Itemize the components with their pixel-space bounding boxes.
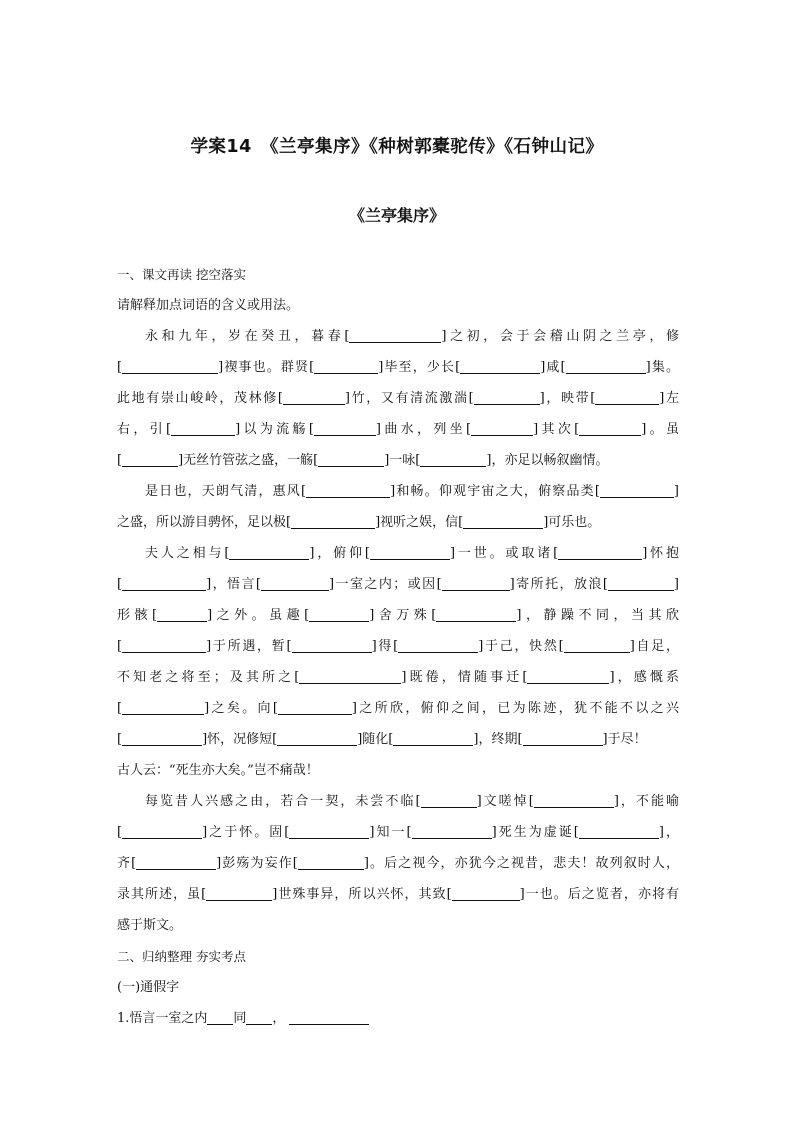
passage-text: ]随化[ xyxy=(357,732,394,747)
blank[interactable] xyxy=(527,669,609,684)
blank[interactable] xyxy=(157,607,207,622)
passage-text: ]。虽 xyxy=(641,422,679,437)
blank[interactable] xyxy=(523,731,603,746)
passage-text: 永和九年，岁在癸丑，暮春[ xyxy=(145,329,350,344)
blank[interactable] xyxy=(229,545,309,560)
blank[interactable] xyxy=(298,855,364,870)
passage-text: ]舍万殊[ xyxy=(369,608,437,623)
blank[interactable] xyxy=(122,452,178,467)
blank[interactable] xyxy=(207,1010,233,1025)
blank[interactable] xyxy=(136,855,216,870)
blank[interactable] xyxy=(289,824,369,839)
passage-text: [ xyxy=(117,577,123,592)
blank[interactable] xyxy=(309,607,369,622)
passage-line xyxy=(117,569,679,600)
passage-text: ]集。 xyxy=(645,360,679,375)
section-subtitle: 《兰亭集序》 xyxy=(348,206,445,225)
passage-text: ]，俯仰[ xyxy=(309,546,370,561)
passage-text: [ xyxy=(117,639,123,654)
passage-text: ]和畅。仰观宇宙之大，俯察品类[ xyxy=(390,484,600,499)
passage-line xyxy=(117,321,679,352)
passage-text: 此地有崇山峻岭，茂林修[ xyxy=(117,391,283,406)
blank[interactable] xyxy=(122,638,206,653)
blank[interactable] xyxy=(393,731,473,746)
passage-text: [ xyxy=(117,701,123,716)
passage-text: ]之外。虽趣[ xyxy=(207,608,310,623)
passage-text: ] xyxy=(673,484,679,499)
passage-text: ]之于怀。固[ xyxy=(202,825,290,840)
worksheet-body xyxy=(117,259,679,1034)
passage-text: ]，感慨系 xyxy=(609,670,679,685)
passage-line xyxy=(117,910,679,941)
passage-text: ]曲水，列坐[ xyxy=(375,422,472,437)
passage-text: ]死生为虚诞[ xyxy=(491,825,579,840)
passage-text: 夫人之相与[ xyxy=(145,546,230,561)
passage-text: ]，悟言[ xyxy=(206,577,261,592)
blank[interactable] xyxy=(122,576,206,591)
passage-text: ]彭殇为妄作[ xyxy=(216,856,298,871)
passage-line xyxy=(117,538,679,569)
passage-text: 古人云：“死生亦大矣。”岂不痛哉！ xyxy=(117,763,319,778)
blank[interactable] xyxy=(436,607,516,622)
passage-text: ]于己，快然[ xyxy=(478,639,564,654)
passage-text: ]左 xyxy=(659,391,679,406)
passage-line xyxy=(117,631,679,662)
blank[interactable] xyxy=(306,483,390,498)
passage-text: ]禊事也。群贤[ xyxy=(218,360,315,375)
passage-text: 右，引[ xyxy=(117,422,172,437)
passage-text: ]无丝竹管弦之盛，一觞[ xyxy=(178,453,319,468)
blank[interactable] xyxy=(412,824,492,839)
passage-text: ]知一[ xyxy=(369,825,412,840)
passage-text: ]于尽！ xyxy=(602,732,647,747)
blank[interactable] xyxy=(579,421,641,436)
blank[interactable] xyxy=(206,886,272,901)
blank[interactable] xyxy=(283,390,345,405)
passage-text: ]既倦，情随事迁[ xyxy=(401,670,528,685)
passage-text: [ xyxy=(117,360,123,375)
passage-text: ]视听之娱，信[ xyxy=(375,515,464,530)
blank[interactable] xyxy=(314,359,378,374)
blank[interactable] xyxy=(370,545,450,560)
passage-line xyxy=(117,662,679,693)
passage-line xyxy=(117,476,679,507)
blank[interactable] xyxy=(421,793,477,808)
passage-text: 是日也，天朗气清，惠风[ xyxy=(145,484,307,499)
passage-text: 形骸[ xyxy=(117,608,158,623)
passage-text: ]怀抱 xyxy=(642,546,679,561)
blank[interactable] xyxy=(595,390,659,405)
blank[interactable] xyxy=(474,390,540,405)
passage-text: ]，不能喻 xyxy=(613,794,679,809)
passage-text: ] xyxy=(673,577,679,592)
passage-text: [ xyxy=(117,732,123,747)
passage-text: 感于斯文。 xyxy=(117,918,183,933)
passage-text: ]竹，又有清流激湍[ xyxy=(344,391,474,406)
passage-text: ， xyxy=(272,1011,286,1026)
passage-text: ]一也。后之览者，亦将有 xyxy=(519,887,679,902)
blank[interactable] xyxy=(442,576,510,591)
blank[interactable] xyxy=(534,793,614,808)
passage-text: ]之所欣，俯仰之间，已为陈迹，犹不能不以之兴 xyxy=(351,701,679,716)
passage-text: [ xyxy=(117,825,123,840)
passage-line xyxy=(117,817,679,848)
passage-text: 不知老之将至；及其所之[ xyxy=(117,670,300,685)
passage-text: ]寄所托，放浪[ xyxy=(509,577,608,592)
passage-line xyxy=(117,786,679,817)
passage-text: 1.悟言一室之内 xyxy=(117,1011,208,1026)
passage-text: ]， xyxy=(658,825,679,840)
blank[interactable] xyxy=(277,731,357,746)
instruction-text: 请解释加点词语的含义或用法。 xyxy=(117,298,300,313)
subsection-heading: (一)通假字 xyxy=(117,980,180,995)
passage-text: 同 xyxy=(233,1011,247,1026)
blank[interactable] xyxy=(291,514,375,529)
blank[interactable] xyxy=(318,452,384,467)
blank[interactable] xyxy=(122,731,202,746)
blank[interactable] xyxy=(122,359,218,374)
passage-text: ]得[ xyxy=(371,639,399,654)
blank[interactable] xyxy=(171,421,235,436)
passage-text: ]怀，况修短[ xyxy=(202,732,278,747)
blank[interactable] xyxy=(452,886,520,901)
passage-line xyxy=(117,879,679,910)
passage-text: 齐[ xyxy=(117,856,137,871)
blank[interactable] xyxy=(122,700,204,715)
passage-text: 之盛，所以游目骋怀，足以极[ xyxy=(117,515,292,530)
passage-text: ]，终期[ xyxy=(473,732,523,747)
passage-text: ]可乐也。 xyxy=(543,515,601,530)
blank[interactable] xyxy=(471,421,533,436)
page-title: 学案14 《兰亭集序》《种树郭橐驼传》《石钟山记》 xyxy=(190,137,604,157)
passage-line xyxy=(117,724,679,755)
passage-text: ]自足， xyxy=(629,639,679,654)
passage-line xyxy=(117,848,679,879)
blank[interactable] xyxy=(292,638,372,653)
blank[interactable] xyxy=(278,700,352,715)
passage-line xyxy=(117,414,679,445)
passage-line xyxy=(117,445,679,476)
blank[interactable] xyxy=(349,328,441,343)
passage-text: ]其次[ xyxy=(533,422,580,437)
passage-line xyxy=(117,600,679,631)
blank[interactable] xyxy=(398,638,478,653)
passage-text: ]于所遇，暂[ xyxy=(206,639,292,654)
blank[interactable] xyxy=(261,576,329,591)
section-heading: 一、课文再读 挖空落实 xyxy=(117,267,246,282)
passage-text: ]一咏[ xyxy=(384,453,421,468)
passage-line xyxy=(117,507,679,538)
blank[interactable] xyxy=(564,638,630,653)
passage-text: ]。后之视今，亦犹今之视昔，悲夫！故列叙时人， xyxy=(363,856,679,871)
blank[interactable] xyxy=(566,359,646,374)
blank[interactable] xyxy=(314,421,376,436)
passage-text: ]文嗟悼[ xyxy=(476,794,534,809)
passage-text: ]，静躁不同，当其欣 xyxy=(516,608,679,623)
passage-text: ]世殊事异，所以兴怀，其致[ xyxy=(272,887,452,902)
passage-text: ]毕至，少长[ xyxy=(378,360,461,375)
passage-line xyxy=(117,755,679,786)
blank[interactable] xyxy=(608,576,674,591)
blank[interactable] xyxy=(463,514,543,529)
passage-text: 录其所述，虽[ xyxy=(117,887,207,902)
passage-text: ]一世。或取诸[ xyxy=(450,546,559,561)
passage-line xyxy=(117,352,679,383)
passage-line xyxy=(117,693,679,724)
passage-text: ]，映带[ xyxy=(539,391,596,406)
passage-text: 每览昔人兴感之由，若合一契，未尝不临[ xyxy=(145,794,421,809)
blank[interactable] xyxy=(579,824,659,839)
passage-text: ]，亦足以畅叙幽情。 xyxy=(486,453,609,468)
blank[interactable] xyxy=(299,669,401,684)
passage-text: ]一室之内；或因[ xyxy=(329,577,442,592)
exercise-item xyxy=(117,1003,679,1034)
passage-line xyxy=(117,383,679,414)
passage-text: ]之矣。向[ xyxy=(204,701,278,716)
section-heading: 二、归纳整理 夯实考点 xyxy=(117,949,246,964)
blank[interactable] xyxy=(460,359,540,374)
passage-text: [ xyxy=(117,453,123,468)
blank[interactable] xyxy=(122,824,202,839)
passage-text: ]之初，会于会稽山阴之兰亭，修 xyxy=(441,329,679,344)
blank[interactable] xyxy=(558,545,642,560)
blank[interactable] xyxy=(420,452,486,467)
blank[interactable] xyxy=(289,1010,369,1025)
blank[interactable] xyxy=(246,1010,272,1025)
passage-text: ]咸[ xyxy=(540,360,566,375)
blank[interactable] xyxy=(600,483,674,498)
passage-text: ]以为流觞[ xyxy=(235,422,314,437)
